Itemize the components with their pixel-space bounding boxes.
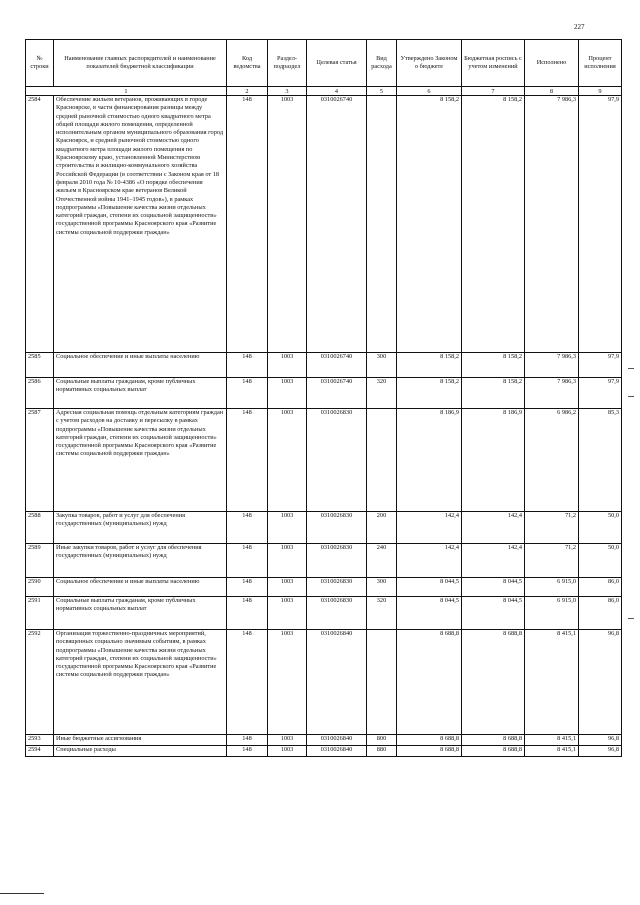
- row-number: 2594: [26, 746, 54, 757]
- expense-type: 800: [367, 735, 397, 746]
- row-number: 2587: [26, 409, 54, 512]
- target-article: 0310026830: [307, 578, 367, 597]
- approved-amount: 8 688,8: [397, 735, 462, 746]
- section-code: 1003: [268, 409, 307, 512]
- header-row-number: № строки: [26, 40, 54, 87]
- expense-type: 320: [367, 378, 397, 409]
- row-number: 2584: [26, 96, 54, 353]
- target-article: 0310026840: [307, 630, 367, 735]
- row-name: Организация торжественно-праздничных мероприятий, посвященных социально значимым событиям, в рамках подпрограммы «Повышение качества жизни отдельных категорий граждан, степени их социальной защищенности» государственной программы Красноярского края «Развитие системы социальной поддержки граждан»: [54, 630, 227, 735]
- department-code: 148: [227, 578, 268, 597]
- table-row: [26, 544, 622, 578]
- schedule-amount: 142,4: [462, 544, 525, 578]
- header-approved: Утверждено Законом о бюджете: [397, 40, 462, 87]
- target-article: 0310026830: [307, 597, 367, 630]
- table-row: [26, 746, 622, 757]
- schedule-amount: 8 186,9: [462, 409, 525, 512]
- target-article: 0310026840: [307, 746, 367, 757]
- row-number: 2586: [26, 378, 54, 409]
- executed-amount: 8 415,1: [525, 630, 579, 735]
- department-code: 148: [227, 597, 268, 630]
- expense-type: 320: [367, 597, 397, 630]
- execution-percent: 96,8: [579, 630, 622, 735]
- column-number: 7: [462, 87, 525, 96]
- row-name: Обеспечение жильем ветеранов, проживающих в городе Красноярске, в части финансирования разницы между средней рыночной стоимостью одного квадратного метра общей площади жилого помещения, определенной исполнительным органом муниципального образования город Красноярск, и средней рыночной стоимостью одного квадратного метра площади жилого помещения по Красноярскому краю, установленной Министерством строительства и жилищно-коммунального хозяйства Российской Федерации (в соответствии с Законом края от 18 февраля 2010 года № 10-4386 «О порядке обеспечения жильем в Красноярском крае ветеранов Великой Отечественной войны 1941–1945 годов»), в рамках подпрограммы «Повышение качества жизни отдельных категорий граждан, степени их социальной защищенности» государственной программы Красноярского края «Развитие системы социальной поддержки граждан»: [54, 96, 227, 353]
- target-article: 0310026740: [307, 353, 367, 378]
- approved-amount: 8 044,5: [397, 578, 462, 597]
- execution-percent: 97,9: [579, 353, 622, 378]
- column-number: 9: [579, 87, 622, 96]
- department-code: 148: [227, 353, 268, 378]
- row-name: Социальное обеспечение и иные выплаты населению: [54, 353, 227, 378]
- row-name: Иные бюджетные ассигнования: [54, 735, 227, 746]
- row-number: 2585: [26, 353, 54, 378]
- row-number: 2593: [26, 735, 54, 746]
- executed-amount: 7 986,3: [525, 353, 579, 378]
- section-code: 1003: [268, 512, 307, 544]
- execution-percent: 50,0: [579, 512, 622, 544]
- budget-execution-table: [25, 39, 622, 757]
- row-name: Социальные выплаты гражданам, кроме публичных нормативных социальных выплат: [54, 378, 227, 409]
- execution-percent: 86,0: [579, 597, 622, 630]
- header-executed: Исполнено: [525, 40, 579, 87]
- expense-type: 200: [367, 512, 397, 544]
- target-article: 0310026740: [307, 96, 367, 353]
- department-code: 148: [227, 735, 268, 746]
- target-article: 0310026840: [307, 735, 367, 746]
- approved-amount: 142,4: [397, 544, 462, 578]
- execution-percent: 97,9: [579, 378, 622, 409]
- column-number-row: [26, 87, 622, 96]
- section-code: 1003: [268, 353, 307, 378]
- table-row: [26, 735, 622, 746]
- execution-percent: 85,3: [579, 409, 622, 512]
- column-number: 6: [397, 87, 462, 96]
- schedule-amount: 142,4: [462, 512, 525, 544]
- executed-amount: 8 415,1: [525, 735, 579, 746]
- scan-edge-mark: [628, 618, 634, 619]
- execution-percent: 86,0: [579, 578, 622, 597]
- expense-type: 300: [367, 353, 397, 378]
- target-article: 0310026830: [307, 512, 367, 544]
- header-budget-schedule: Бюджетная роспись с учетом изменений: [462, 40, 525, 87]
- schedule-amount: 8 044,5: [462, 578, 525, 597]
- row-number: 2590: [26, 578, 54, 597]
- target-article: 0310026830: [307, 409, 367, 512]
- department-code: 148: [227, 630, 268, 735]
- approved-amount: 142,4: [397, 512, 462, 544]
- executed-amount: 8 415,1: [525, 746, 579, 757]
- row-number: 2589: [26, 544, 54, 578]
- department-code: 148: [227, 544, 268, 578]
- schedule-amount: 8 688,8: [462, 630, 525, 735]
- schedule-amount: 8 044,5: [462, 597, 525, 630]
- execution-percent: 50,0: [579, 544, 622, 578]
- header-execution-percent: Процент исполнения: [579, 40, 622, 87]
- header-department-code: Код ведомства: [227, 40, 268, 87]
- execution-percent: 96,8: [579, 746, 622, 757]
- execution-percent: 96,8: [579, 735, 622, 746]
- header-expense-type: Вид расхода: [367, 40, 397, 87]
- department-code: 148: [227, 746, 268, 757]
- header-section: Раздел-подраздел: [268, 40, 307, 87]
- department-code: 148: [227, 409, 268, 512]
- row-name: Специальные расходы: [54, 746, 227, 757]
- approved-amount: 8 688,8: [397, 630, 462, 735]
- expense-type: 240: [367, 544, 397, 578]
- department-code: 148: [227, 512, 268, 544]
- table-row: [26, 630, 622, 735]
- schedule-amount: 8 158,2: [462, 96, 525, 353]
- column-number: 3: [268, 87, 307, 96]
- approved-amount: 8 044,5: [397, 597, 462, 630]
- row-number: 2591: [26, 597, 54, 630]
- executed-amount: 6 915,0: [525, 597, 579, 630]
- row-name: Социальные выплаты гражданам, кроме публичных нормативных социальных выплат: [54, 597, 227, 630]
- column-number: 4: [307, 87, 367, 96]
- header-target-article: Целевая статья: [307, 40, 367, 87]
- scan-bottom-mark: [0, 893, 44, 894]
- section-code: 1003: [268, 578, 307, 597]
- page-number: 227: [574, 23, 585, 31]
- expense-type: [367, 630, 397, 735]
- row-name: Социальное обеспечение и иные выплаты населению: [54, 578, 227, 597]
- column-number: 1: [26, 87, 227, 96]
- header-name: Наименование главных распорядителей и наименование показателей бюджетной классификации: [54, 40, 227, 87]
- schedule-amount: 8 688,8: [462, 746, 525, 757]
- executed-amount: 7 986,3: [525, 96, 579, 353]
- executed-amount: 6 986,2: [525, 409, 579, 512]
- executed-amount: 71,2: [525, 544, 579, 578]
- row-number: 2588: [26, 512, 54, 544]
- executed-amount: 71,2: [525, 512, 579, 544]
- column-number: 5: [367, 87, 397, 96]
- table-row: [26, 353, 622, 378]
- scan-edge-mark: [628, 396, 634, 397]
- scan-edge-mark: [628, 368, 634, 369]
- department-code: 148: [227, 96, 268, 353]
- approved-amount: 8 158,2: [397, 378, 462, 409]
- target-article: 0310026740: [307, 378, 367, 409]
- row-name: Адресная социальная помощь отдельным категориям граждан с учетом расходов на доставку и пересылку в рамках подпрограммы «Повышение качества жизни отдельных категорий граждан, степени их социальной защищенности» государственной программы Красноярского края «Развитие системы социальной поддержки граждан»: [54, 409, 227, 512]
- row-number: 2592: [26, 630, 54, 735]
- column-number: 8: [525, 87, 579, 96]
- schedule-amount: 8 158,2: [462, 353, 525, 378]
- table-row: [26, 378, 622, 409]
- executed-amount: 7 986,3: [525, 378, 579, 409]
- section-code: 1003: [268, 378, 307, 409]
- approved-amount: 8 186,9: [397, 409, 462, 512]
- schedule-amount: 8 688,8: [462, 735, 525, 746]
- table-header-row: [26, 40, 622, 87]
- expense-type: [367, 96, 397, 353]
- column-number: 2: [227, 87, 268, 96]
- table-row: [26, 409, 622, 512]
- section-code: 1003: [268, 630, 307, 735]
- section-code: 1003: [268, 96, 307, 353]
- executed-amount: 6 915,0: [525, 578, 579, 597]
- expense-type: [367, 409, 397, 512]
- section-code: 1003: [268, 735, 307, 746]
- department-code: 148: [227, 378, 268, 409]
- section-code: 1003: [268, 746, 307, 757]
- expense-type: 300: [367, 578, 397, 597]
- approved-amount: 8 158,2: [397, 353, 462, 378]
- execution-percent: 97,9: [579, 96, 622, 353]
- table-row: [26, 512, 622, 544]
- row-name: Иные закупки товаров, работ и услуг для обеспечения государственных (муниципальных) нужд: [54, 544, 227, 578]
- row-name: Закупка товаров, работ и услуг для обеспечения государственных (муниципальных) нужд: [54, 512, 227, 544]
- section-code: 1003: [268, 544, 307, 578]
- section-code: 1003: [268, 597, 307, 630]
- schedule-amount: 8 158,2: [462, 378, 525, 409]
- approved-amount: 8 158,2: [397, 96, 462, 353]
- approved-amount: 8 688,8: [397, 746, 462, 757]
- target-article: 0310026830: [307, 544, 367, 578]
- expense-type: 880: [367, 746, 397, 757]
- table-row: [26, 96, 622, 353]
- table-row: [26, 597, 622, 630]
- table-row: [26, 578, 622, 597]
